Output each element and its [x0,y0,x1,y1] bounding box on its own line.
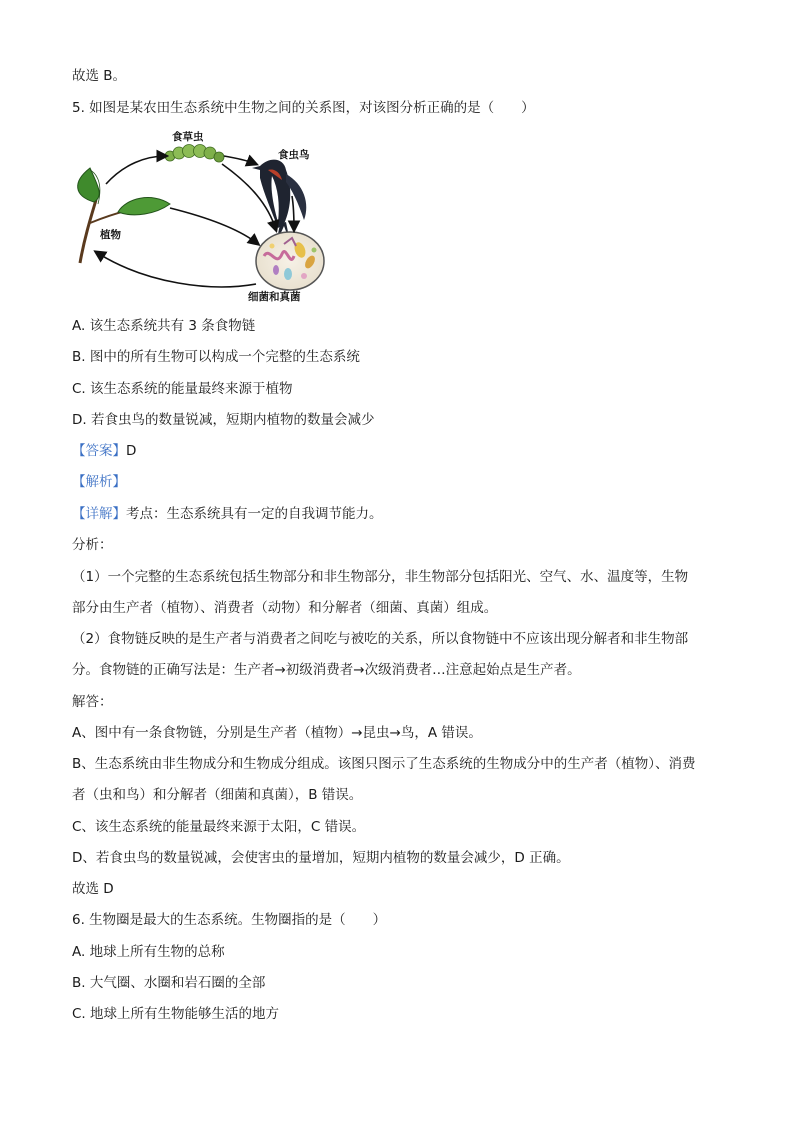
question-5-stem: 5. 如图是某农田生态系统中生物之间的关系图，对该图分析正确的是（ ） [72,100,535,116]
option-c: C. 该生态系统的能量最终来源于植物 [72,381,293,397]
solution-a: A、图中有一条食物链，分别是生产者（植物）→昆虫→鸟，A 错误。 [72,725,482,741]
q6-option-a: A. 地球上所有生物的总称 [72,944,225,960]
final-choice: 故选 D [72,881,114,897]
previous-answer: 故选 B。 [72,68,127,84]
detail-tag: 【详解】 [72,506,126,522]
food-web-figure [72,128,342,304]
bacteria-fungi-icon [256,232,324,290]
q6-option-b: B. 大气圈、水圈和岩石圈的全部 [72,975,266,991]
label-plant: 植物 [100,229,121,241]
label-insect: 食草虫 [172,131,204,143]
detail-text: 考点：生态系统具有一定的自我调节能力。 [126,506,383,522]
solution-heading: 解答： [72,694,113,710]
label-decomposer: 细菌和真菌 [248,291,301,303]
question-6-stem: 6. 生物圈是最大的生态系统。生物圈指的是（ ） [72,912,387,928]
analysis-point-2b: 分。食物链的正确写法是：生产者→初级消费者→次级消费者…注意起始点是生产者。 [72,662,581,678]
analysis-tag: 【解析】 [72,474,126,490]
answer-tag: 【答案】 [72,443,126,459]
solution-d: D、若食虫鸟的数量锐减，会使害虫的量增加，短期内植物的数量会减少，D 正确。 [72,850,570,866]
q6-option-c: C. 地球上所有生物能够生活的地方 [72,1006,280,1022]
analysis-point-2a: （2）食物链反映的是生产者与消费者之间吃与被吃的关系，所以食物链中不应该出现分解者和非生物部 [72,631,689,647]
solution-c: C、该生态系统的能量最终来源于太阳，C 错误。 [72,819,366,835]
analysis-point-1b: 部分由生产者（植物）、消费者（动物）和分解者（细菌、真菌）组成。 [72,600,498,616]
answer-line [72,441,136,461]
analysis-heading: 分析： [72,537,113,553]
solution-b-1: B、生态系统由非生物成分和生物成分组成。该图只图示了生态系统的生物成分中的生产者（植物）、消费 [72,756,696,772]
option-b: B. 图中的所有生物可以构成一个完整的生态系统 [72,349,360,365]
caterpillar-icon [165,145,224,163]
option-d: D. 若食虫鸟的数量锐减，短期内植物的数量会减少 [72,412,375,428]
plant-icon [78,168,170,263]
analysis-point-1a: （1）一个完整的生态系统包括生物部分和非生物部分，非生物部分包括阳光、空气、水、温度等，生物 [72,569,689,585]
answer-value: D [126,443,137,459]
solution-b-2: 者（虫和鸟）和分解者（细菌和真菌），B 错误。 [72,787,363,803]
option-a: A. 该生态系统共有 3 条食物链 [72,318,256,334]
detail-line [72,504,383,524]
label-bird: 食虫鸟 [278,149,310,161]
bird-icon [252,160,306,244]
